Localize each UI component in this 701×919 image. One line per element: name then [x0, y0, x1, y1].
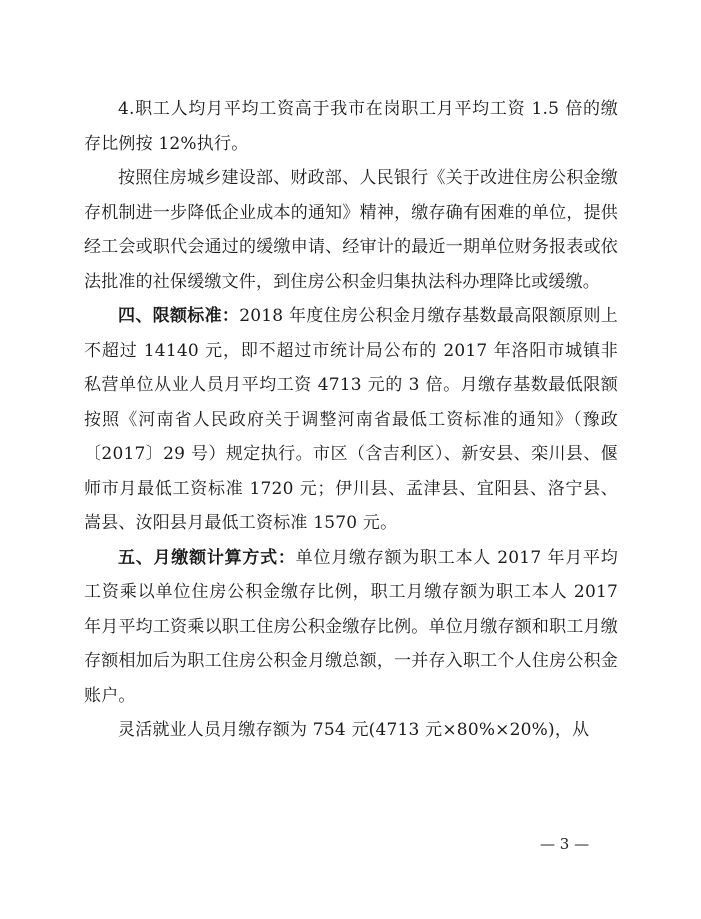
- paragraph-text: 灵活就业人员月缴存额为 754 元(4713 元×80%×20%)，从: [118, 720, 590, 740]
- paragraph-limit-standard: [84, 299, 618, 541]
- paragraph-text: 按照住房城乡建设部、财政部、人民银行《关于改进住房公积金缴存机制进一步降低企业成本的通知》精神，缴存确有困难的单位，提供经工会或职代会通过的缓缴申请、经审计的最近一期单位财务报表或依法批准的社保缓缴文件，到住房公积金归集执法科办理降比或缓缴。: [84, 168, 618, 292]
- section-heading: 五、月缴额计算方式：: [118, 547, 296, 568]
- paragraph-ratio-rule: [84, 92, 618, 161]
- page-number: — 3 —: [540, 835, 590, 853]
- paragraph-text: 2018 年度住房公积金月缴存基数最高限额原则上不超过 14140 元，即不超过市统计局公布的 2017 年洛阳市城镇非私营单位从业人员月平均工资 4713 元的 3 倍。月缴存基数最低限额按照《河南省人民政府关于调整河南省最低工资标准的通知》（豫政〔2017〕29 号）规定执行。市区（含吉利区）、新安县、栾川县、偃师市月最低工资标准 1720 元；伊川县、孟津县、宜阳县、洛宁县、嵩县、汝阳县月最低工资标准 1570 元。: [84, 306, 619, 533]
- paragraph-text: 4.职工人均月平均工资高于我市在岗职工月平均工资 1.5 倍的缴存比例按 12%执行。: [84, 99, 618, 154]
- paragraph-deferral-policy: [84, 161, 618, 299]
- paragraph-flexible-employment: [84, 713, 618, 748]
- document-body: [84, 92, 618, 748]
- paragraph-text: 单位月缴存额为职工本人 2017 年月平均工资乘以单位住房公积金缴存比例，职工月缴存额为职工本人 2017 年月平均工资乘以职工住房公积金缴存比例。单位月缴存额和职工月缴存额相加后为职工住房公积金月缴总额，一并存入职工个人住房公积金账户。: [84, 547, 619, 706]
- section-heading: 四、限额标准：: [118, 306, 240, 326]
- paragraph-calculation-method: [84, 541, 618, 714]
